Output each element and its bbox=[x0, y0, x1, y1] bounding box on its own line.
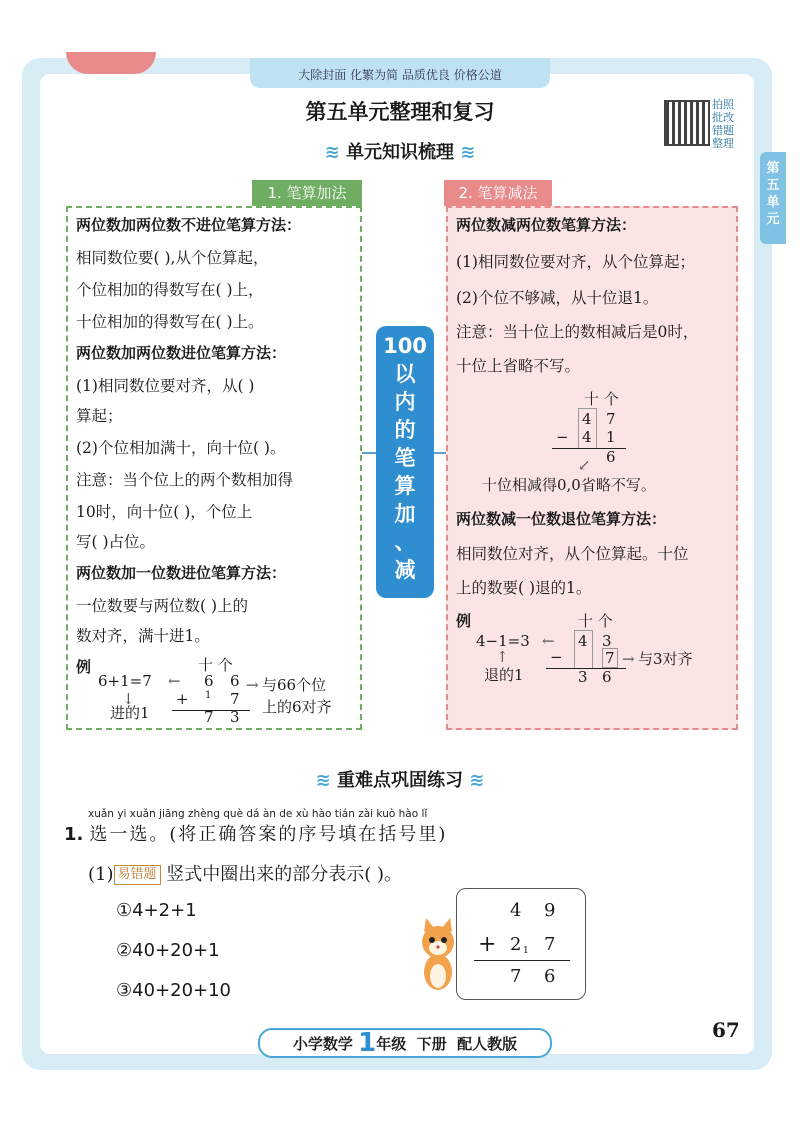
text-line: 注意：当十位上的数相减后是0时， bbox=[456, 323, 699, 341]
wave-icon: ≋ bbox=[324, 142, 346, 163]
arrow-left-icon: ← bbox=[168, 672, 181, 690]
text-line: 个位相加的得数写在( )上， bbox=[76, 281, 264, 299]
digit: 4 bbox=[582, 410, 592, 428]
text-line: (2)个位不够减，从十位退1。 bbox=[456, 289, 659, 307]
option-3[interactable]: ③40+20+10 bbox=[116, 980, 232, 1001]
wave-icon: ≋ bbox=[463, 770, 485, 791]
minus-sign: − bbox=[556, 428, 569, 446]
note: 与66个位 bbox=[262, 676, 327, 694]
box-top bbox=[574, 630, 592, 631]
digit: 7 bbox=[606, 410, 616, 428]
footer-subject: 小学数学 bbox=[292, 1035, 353, 1053]
minus-sign: − bbox=[550, 648, 563, 666]
page-number: 67 bbox=[712, 1018, 740, 1042]
footer-bar bbox=[258, 1028, 552, 1058]
plus-sign: + bbox=[176, 690, 189, 708]
digit: 7 bbox=[602, 648, 618, 668]
wave-icon: ≋ bbox=[454, 142, 476, 163]
digit: 7 bbox=[510, 966, 522, 987]
tab-subtraction: 2. 笔算减法 bbox=[444, 180, 552, 206]
box-left bbox=[574, 630, 575, 668]
topic-char: 减 bbox=[394, 558, 416, 582]
place-header: 十 个 bbox=[584, 390, 619, 408]
topic-char: 加 bbox=[394, 502, 416, 526]
slogan: 大除封面 化繁为简 品质优良 价格公道 bbox=[298, 68, 502, 82]
text-line: 十位上省略不写。 bbox=[456, 357, 581, 375]
text-line: 10时，向十位( )，个位上 bbox=[76, 503, 253, 521]
digit: 6 bbox=[544, 966, 556, 987]
example-equation: 6+1=7 bbox=[98, 672, 152, 690]
qr-code-icon[interactable] bbox=[664, 100, 710, 146]
arrow-right-icon: → bbox=[622, 650, 635, 668]
question-1 bbox=[64, 820, 447, 846]
side-tab-label: 第五单元 bbox=[766, 161, 780, 227]
example-equation: 4−1=3 bbox=[476, 632, 530, 650]
text-line: 写( )占位。 bbox=[76, 533, 156, 551]
digit: 7 bbox=[230, 690, 240, 708]
text-line: 相同数位对齐，从个位算起。十位 bbox=[456, 545, 689, 563]
note: 十位相减得0,0省略不写。 bbox=[482, 476, 656, 494]
unit-side-tab[interactable] bbox=[760, 152, 786, 244]
text-line: 一位数要与两位数( )上的 bbox=[76, 597, 249, 615]
arrow-icon: ↙ bbox=[578, 456, 591, 474]
text-line: 两位数减一位数退位笔算方法： bbox=[456, 510, 667, 528]
text-line: 两位数加两位数进位笔算方法： bbox=[76, 344, 287, 362]
practice-title-text: 重难点巩固练习 bbox=[337, 770, 463, 791]
box-right bbox=[592, 630, 593, 668]
tab-addition: 1. 笔算加法 bbox=[252, 180, 362, 206]
arrow-left-icon: ← bbox=[542, 632, 555, 650]
bracket-right bbox=[596, 408, 597, 448]
footer-grade: 年级 bbox=[376, 1035, 407, 1053]
topic-char: 的 bbox=[394, 418, 416, 442]
text-line: (1)相同数位要对齐，从个位算起； bbox=[456, 253, 695, 271]
text-line: 算起； bbox=[76, 407, 123, 425]
wave-icon: ≋ bbox=[315, 770, 337, 791]
text-line: 两位数加一位数进位笔算方法： bbox=[76, 564, 287, 582]
text-line: 两位数加两位数不进位笔算方法： bbox=[76, 216, 302, 234]
topic-char: 100 bbox=[383, 334, 427, 358]
topic-char: 内 bbox=[394, 390, 416, 414]
text-line: (1)相同数位要对齐，从( ) bbox=[76, 377, 255, 395]
option-1[interactable]: ①4+2+1 bbox=[116, 900, 197, 921]
borrow-label: 退的1 bbox=[484, 666, 524, 684]
digit: 7 bbox=[204, 708, 214, 726]
topic-label bbox=[376, 326, 434, 598]
digit: 4 bbox=[582, 428, 592, 446]
digit: 6 bbox=[204, 672, 214, 690]
subtitle-text: 单元知识梳理 bbox=[346, 142, 454, 163]
plus-sign: + bbox=[478, 932, 497, 957]
digit: 6 bbox=[602, 668, 612, 686]
sub-question bbox=[88, 860, 402, 886]
hard-tag: 易错题 bbox=[114, 865, 161, 885]
digit: 2 bbox=[510, 934, 522, 955]
place-header: 十 个 bbox=[198, 656, 233, 674]
carry-mark: 1 bbox=[205, 690, 212, 701]
bracket-top bbox=[578, 408, 596, 409]
digit: 1 bbox=[606, 428, 616, 446]
sub-number: (1) bbox=[88, 864, 114, 885]
footer-edition: 配人教版 bbox=[457, 1035, 518, 1053]
topic-char: 算 bbox=[394, 474, 416, 498]
text-line: 上的数要( )退的1。 bbox=[456, 579, 592, 597]
digit: 7 bbox=[544, 934, 556, 955]
digit: 9 bbox=[544, 900, 556, 921]
topic-char: 笔 bbox=[394, 446, 416, 470]
place-header: 十 个 bbox=[578, 612, 613, 630]
bracket-left bbox=[578, 408, 579, 448]
cat-mascot-icon bbox=[416, 918, 460, 996]
publisher-logo bbox=[66, 52, 156, 74]
digit: 6 bbox=[606, 448, 616, 466]
footer-grade-number: 1 bbox=[358, 1028, 377, 1058]
note: 与3对齐 bbox=[638, 650, 693, 668]
topic-char: 、 bbox=[394, 530, 416, 554]
digit: 3 bbox=[578, 668, 588, 686]
arrow-icon: ↓ bbox=[122, 690, 135, 708]
page-title: 第五单元整理和复习 bbox=[305, 100, 495, 124]
footer-volume: 下册 bbox=[416, 1035, 447, 1053]
qr-label: 拍照批改 错题整理 bbox=[712, 98, 734, 150]
practice-title bbox=[0, 766, 800, 792]
digit: 3 bbox=[602, 632, 612, 650]
text-line: 数对齐，满十进1。 bbox=[76, 627, 210, 645]
option-2[interactable]: ②40+20+1 bbox=[116, 940, 220, 961]
arrow-left-icon: → bbox=[246, 676, 259, 694]
text-line: 十位相加的得数写在( )上。 bbox=[76, 313, 264, 331]
question-number: 1. bbox=[64, 824, 84, 845]
carry-mark: 1 bbox=[523, 946, 529, 956]
text-line: 例 bbox=[76, 658, 92, 676]
question-text: 选一选。(将正确答案的序号填在括号里) bbox=[89, 824, 448, 845]
text-line: 相同数位要( ),从个位算起， bbox=[76, 249, 269, 267]
text-line: 例 bbox=[456, 612, 472, 630]
topic-char: 以 bbox=[394, 362, 416, 386]
note: 上的6对齐 bbox=[262, 698, 332, 716]
text-line: 两位数减两位数笔算方法： bbox=[456, 216, 637, 234]
text-line: (2)个位相加满十，向十位( )。 bbox=[76, 439, 286, 457]
text-line: 注意：当个位上的两个数相加得 bbox=[76, 471, 294, 489]
carry-label: 进的1 bbox=[110, 704, 150, 722]
digit: 4 bbox=[510, 900, 522, 921]
pinyin: xuǎn yi xuǎn jiāng zhèng què dá àn de xù hào tián zài kuò hào lǐ bbox=[88, 808, 428, 820]
sub-text: 竖式中圈出来的部分表示( )。 bbox=[166, 864, 403, 885]
digit: 3 bbox=[230, 708, 240, 726]
digit: 6 bbox=[230, 672, 240, 690]
sum-line bbox=[474, 960, 570, 961]
arrow-icon: ↑ bbox=[496, 648, 509, 666]
digit: 4 bbox=[578, 632, 588, 650]
